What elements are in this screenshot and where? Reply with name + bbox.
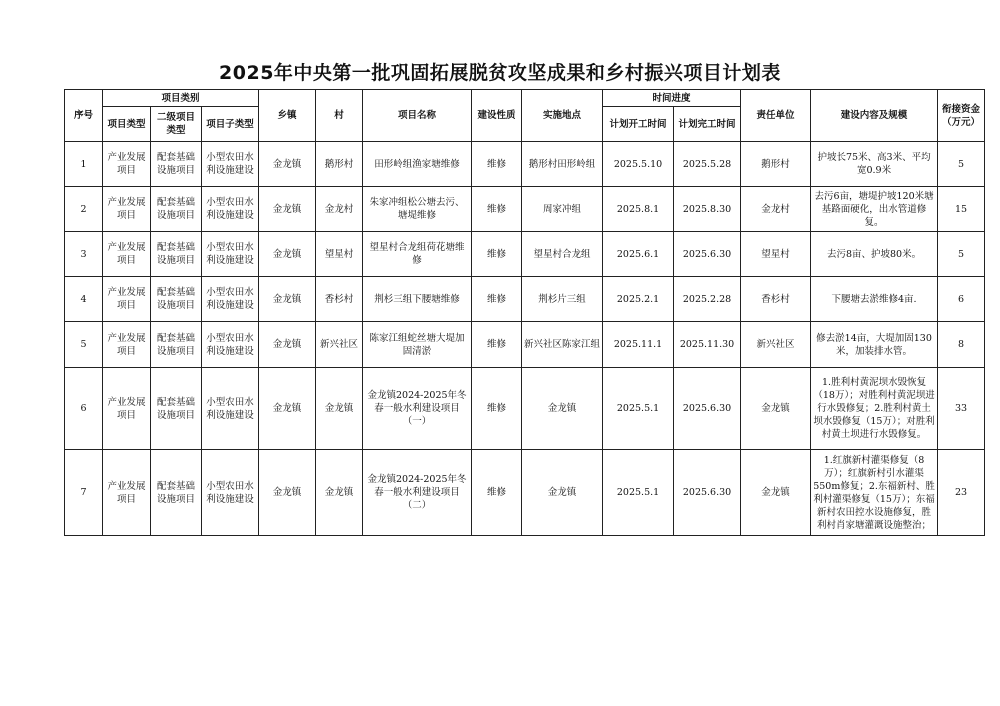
cell-end: 2025.6.30 bbox=[674, 368, 741, 450]
cell-sub: 小型农田水利设施建设 bbox=[202, 322, 259, 368]
table-row bbox=[65, 322, 985, 368]
cell-location: 新兴社区陈家江组 bbox=[522, 322, 603, 368]
cell-funds: 23 bbox=[938, 450, 985, 536]
cell-name: 朱家冲组松公塘去污、塘堤维修 bbox=[363, 187, 472, 232]
cell-content: 去污6亩，塘堤护坡120米塘基路面硬化，出水管道修复。 bbox=[811, 187, 938, 232]
cell-content: 去污8亩、护坡80米。 bbox=[811, 232, 938, 277]
cell-town: 金龙镇 bbox=[259, 322, 316, 368]
cell-type: 产业发展项目 bbox=[103, 232, 151, 277]
cell-village: 金龙镇 bbox=[316, 368, 363, 450]
cell-content: 1.红旗新村灌渠修复（8万）；红旗新村引水灌渠550m修复；2.东福新村、胜利村灌渠修复（15万）；东福新村农田控水设施修复，胜利村肖家塘灌溉设施整治； bbox=[811, 450, 938, 536]
cell-name: 金龙镇2024-2025年冬春一般水利建设项目（一） bbox=[363, 368, 472, 450]
cell-start: 2025.6.1 bbox=[603, 232, 674, 277]
cell-content: 修去淤14亩，大堤加固130米，加装排水管。 bbox=[811, 322, 938, 368]
cell-end: 2025.6.30 bbox=[674, 450, 741, 536]
cell-level2: 配套基础设施项目 bbox=[151, 277, 202, 322]
cell-town: 金龙镇 bbox=[259, 187, 316, 232]
cell-unit: 金龙镇 bbox=[741, 450, 811, 536]
cell-name: 金龙镇2024-2025年冬春一般水利建设项目（二） bbox=[363, 450, 472, 536]
cell-sub: 小型农田水利设施建设 bbox=[202, 450, 259, 536]
cell-village: 新兴社区 bbox=[316, 322, 363, 368]
header-content: 建设内容及规模 bbox=[811, 90, 938, 142]
header-unit: 责任单位 bbox=[741, 90, 811, 142]
table-row bbox=[65, 277, 985, 322]
header-project-name: 项目名称 bbox=[363, 90, 472, 142]
cell-sub: 小型农田水利设施建设 bbox=[202, 368, 259, 450]
cell-nature: 维修 bbox=[472, 187, 522, 232]
cell-start: 2025.8.1 bbox=[603, 187, 674, 232]
cell-village: 金龙村 bbox=[316, 187, 363, 232]
cell-end: 2025.2.28 bbox=[674, 277, 741, 322]
cell-village: 金龙镇 bbox=[316, 450, 363, 536]
header-time-group: 时间进度 bbox=[603, 90, 741, 107]
cell-name: 荆杉三组下腰塘维修 bbox=[363, 277, 472, 322]
cell-sub: 小型农田水利设施建设 bbox=[202, 187, 259, 232]
table-row bbox=[65, 450, 985, 536]
cell-name: 望星村合龙组荷花塘维修 bbox=[363, 232, 472, 277]
cell-seq: 6 bbox=[65, 368, 103, 450]
cell-type: 产业发展项目 bbox=[103, 322, 151, 368]
cell-seq: 5 bbox=[65, 322, 103, 368]
cell-funds: 5 bbox=[938, 232, 985, 277]
cell-nature: 维修 bbox=[472, 277, 522, 322]
cell-town: 金龙镇 bbox=[259, 450, 316, 536]
cell-location: 金龙镇 bbox=[522, 450, 603, 536]
cell-nature: 维修 bbox=[472, 450, 522, 536]
cell-location: 周家冲组 bbox=[522, 187, 603, 232]
cell-type: 产业发展项目 bbox=[103, 277, 151, 322]
cell-end: 2025.8.30 bbox=[674, 187, 741, 232]
cell-unit: 金龙村 bbox=[741, 187, 811, 232]
header-end: 计划完工时间 bbox=[674, 107, 741, 142]
cell-town: 金龙镇 bbox=[259, 368, 316, 450]
header-village: 村 bbox=[316, 90, 363, 142]
cell-unit: 新兴社区 bbox=[741, 322, 811, 368]
cell-location: 荆杉片三组 bbox=[522, 277, 603, 322]
cell-nature: 维修 bbox=[472, 232, 522, 277]
header-funds: 衔接资金（万元） bbox=[938, 90, 985, 142]
header-start: 计划开工时间 bbox=[603, 107, 674, 142]
header-sub-type: 项目子类型 bbox=[202, 107, 259, 142]
header-category-group: 项目类别 bbox=[103, 90, 259, 107]
header-category-type: 项目类型 bbox=[103, 107, 151, 142]
cell-seq: 2 bbox=[65, 187, 103, 232]
cell-end: 2025.11.30 bbox=[674, 322, 741, 368]
cell-sub: 小型农田水利设施建设 bbox=[202, 142, 259, 187]
cell-funds: 5 bbox=[938, 142, 985, 187]
cell-funds: 6 bbox=[938, 277, 985, 322]
cell-unit: 金龙镇 bbox=[741, 368, 811, 450]
table-row bbox=[65, 142, 985, 187]
cell-town: 金龙镇 bbox=[259, 232, 316, 277]
cell-level2: 配套基础设施项目 bbox=[151, 187, 202, 232]
cell-level2: 配套基础设施项目 bbox=[151, 368, 202, 450]
table-row bbox=[65, 187, 985, 232]
cell-level2: 配套基础设施项目 bbox=[151, 232, 202, 277]
cell-funds: 15 bbox=[938, 187, 985, 232]
header-row-1 bbox=[65, 90, 985, 107]
cell-funds: 8 bbox=[938, 322, 985, 368]
header-town: 乡镇 bbox=[259, 90, 316, 142]
cell-type: 产业发展项目 bbox=[103, 368, 151, 450]
cell-seq: 1 bbox=[65, 142, 103, 187]
cell-unit: 鹅形村 bbox=[741, 142, 811, 187]
cell-level2: 配套基础设施项目 bbox=[151, 450, 202, 536]
cell-sub: 小型农田水利设施建设 bbox=[202, 232, 259, 277]
cell-content: 1.胜利村黄泥坝水毁恢复（18万）；对胜利村黄泥坝进行水毁修复；2.胜利村黄土坝水毁修复（15万）；对胜利村黄土坝进行水毁修复。 bbox=[811, 368, 938, 450]
cell-nature: 维修 bbox=[472, 142, 522, 187]
table-body bbox=[65, 142, 985, 536]
page-title: 2025年中央第一批巩固拓展脱贫攻坚成果和乡村振兴项目计划表 bbox=[219, 62, 781, 84]
header-level2-type: 二级项目类型 bbox=[151, 107, 202, 142]
cell-start: 2025.11.1 bbox=[603, 322, 674, 368]
cell-start: 2025.5.10 bbox=[603, 142, 674, 187]
cell-seq: 4 bbox=[65, 277, 103, 322]
cell-location: 鹅形村田形岭组 bbox=[522, 142, 603, 187]
cell-end: 2025.6.30 bbox=[674, 232, 741, 277]
cell-content: 下腰塘去淤维修4亩. bbox=[811, 277, 938, 322]
cell-start: 2025.5.1 bbox=[603, 450, 674, 536]
cell-village: 望星村 bbox=[316, 232, 363, 277]
cell-nature: 维修 bbox=[472, 368, 522, 450]
cell-level2: 配套基础设施项目 bbox=[151, 322, 202, 368]
cell-start: 2025.2.1 bbox=[603, 277, 674, 322]
cell-town: 金龙镇 bbox=[259, 142, 316, 187]
cell-name: 田形岭组渔家塘维修 bbox=[363, 142, 472, 187]
cell-type: 产业发展项目 bbox=[103, 187, 151, 232]
cell-town: 金龙镇 bbox=[259, 277, 316, 322]
cell-village: 鹅形村 bbox=[316, 142, 363, 187]
cell-unit: 香杉村 bbox=[741, 277, 811, 322]
cell-location: 望星村合龙组 bbox=[522, 232, 603, 277]
header-seq: 序号 bbox=[65, 90, 103, 142]
table-row bbox=[65, 368, 985, 450]
cell-unit: 望星村 bbox=[741, 232, 811, 277]
cell-name: 陈家江组蛇丝塘大堤加固清淤 bbox=[363, 322, 472, 368]
cell-nature: 维修 bbox=[472, 322, 522, 368]
table-row bbox=[65, 232, 985, 277]
cell-village: 香杉村 bbox=[316, 277, 363, 322]
cell-type: 产业发展项目 bbox=[103, 450, 151, 536]
cell-funds: 33 bbox=[938, 368, 985, 450]
cell-start: 2025.5.1 bbox=[603, 368, 674, 450]
header-location: 实施地点 bbox=[522, 90, 603, 142]
cell-seq: 3 bbox=[65, 232, 103, 277]
cell-type: 产业发展项目 bbox=[103, 142, 151, 187]
cell-location: 金龙镇 bbox=[522, 368, 603, 450]
header-nature: 建设性质 bbox=[472, 90, 522, 142]
cell-end: 2025.5.28 bbox=[674, 142, 741, 187]
cell-sub: 小型农田水利设施建设 bbox=[202, 277, 259, 322]
cell-content: 护坡长75米、高3米、平均宽0.9米 bbox=[811, 142, 938, 187]
cell-level2: 配套基础设施项目 bbox=[151, 142, 202, 187]
project-plan-table bbox=[64, 89, 985, 536]
cell-seq: 7 bbox=[65, 450, 103, 536]
